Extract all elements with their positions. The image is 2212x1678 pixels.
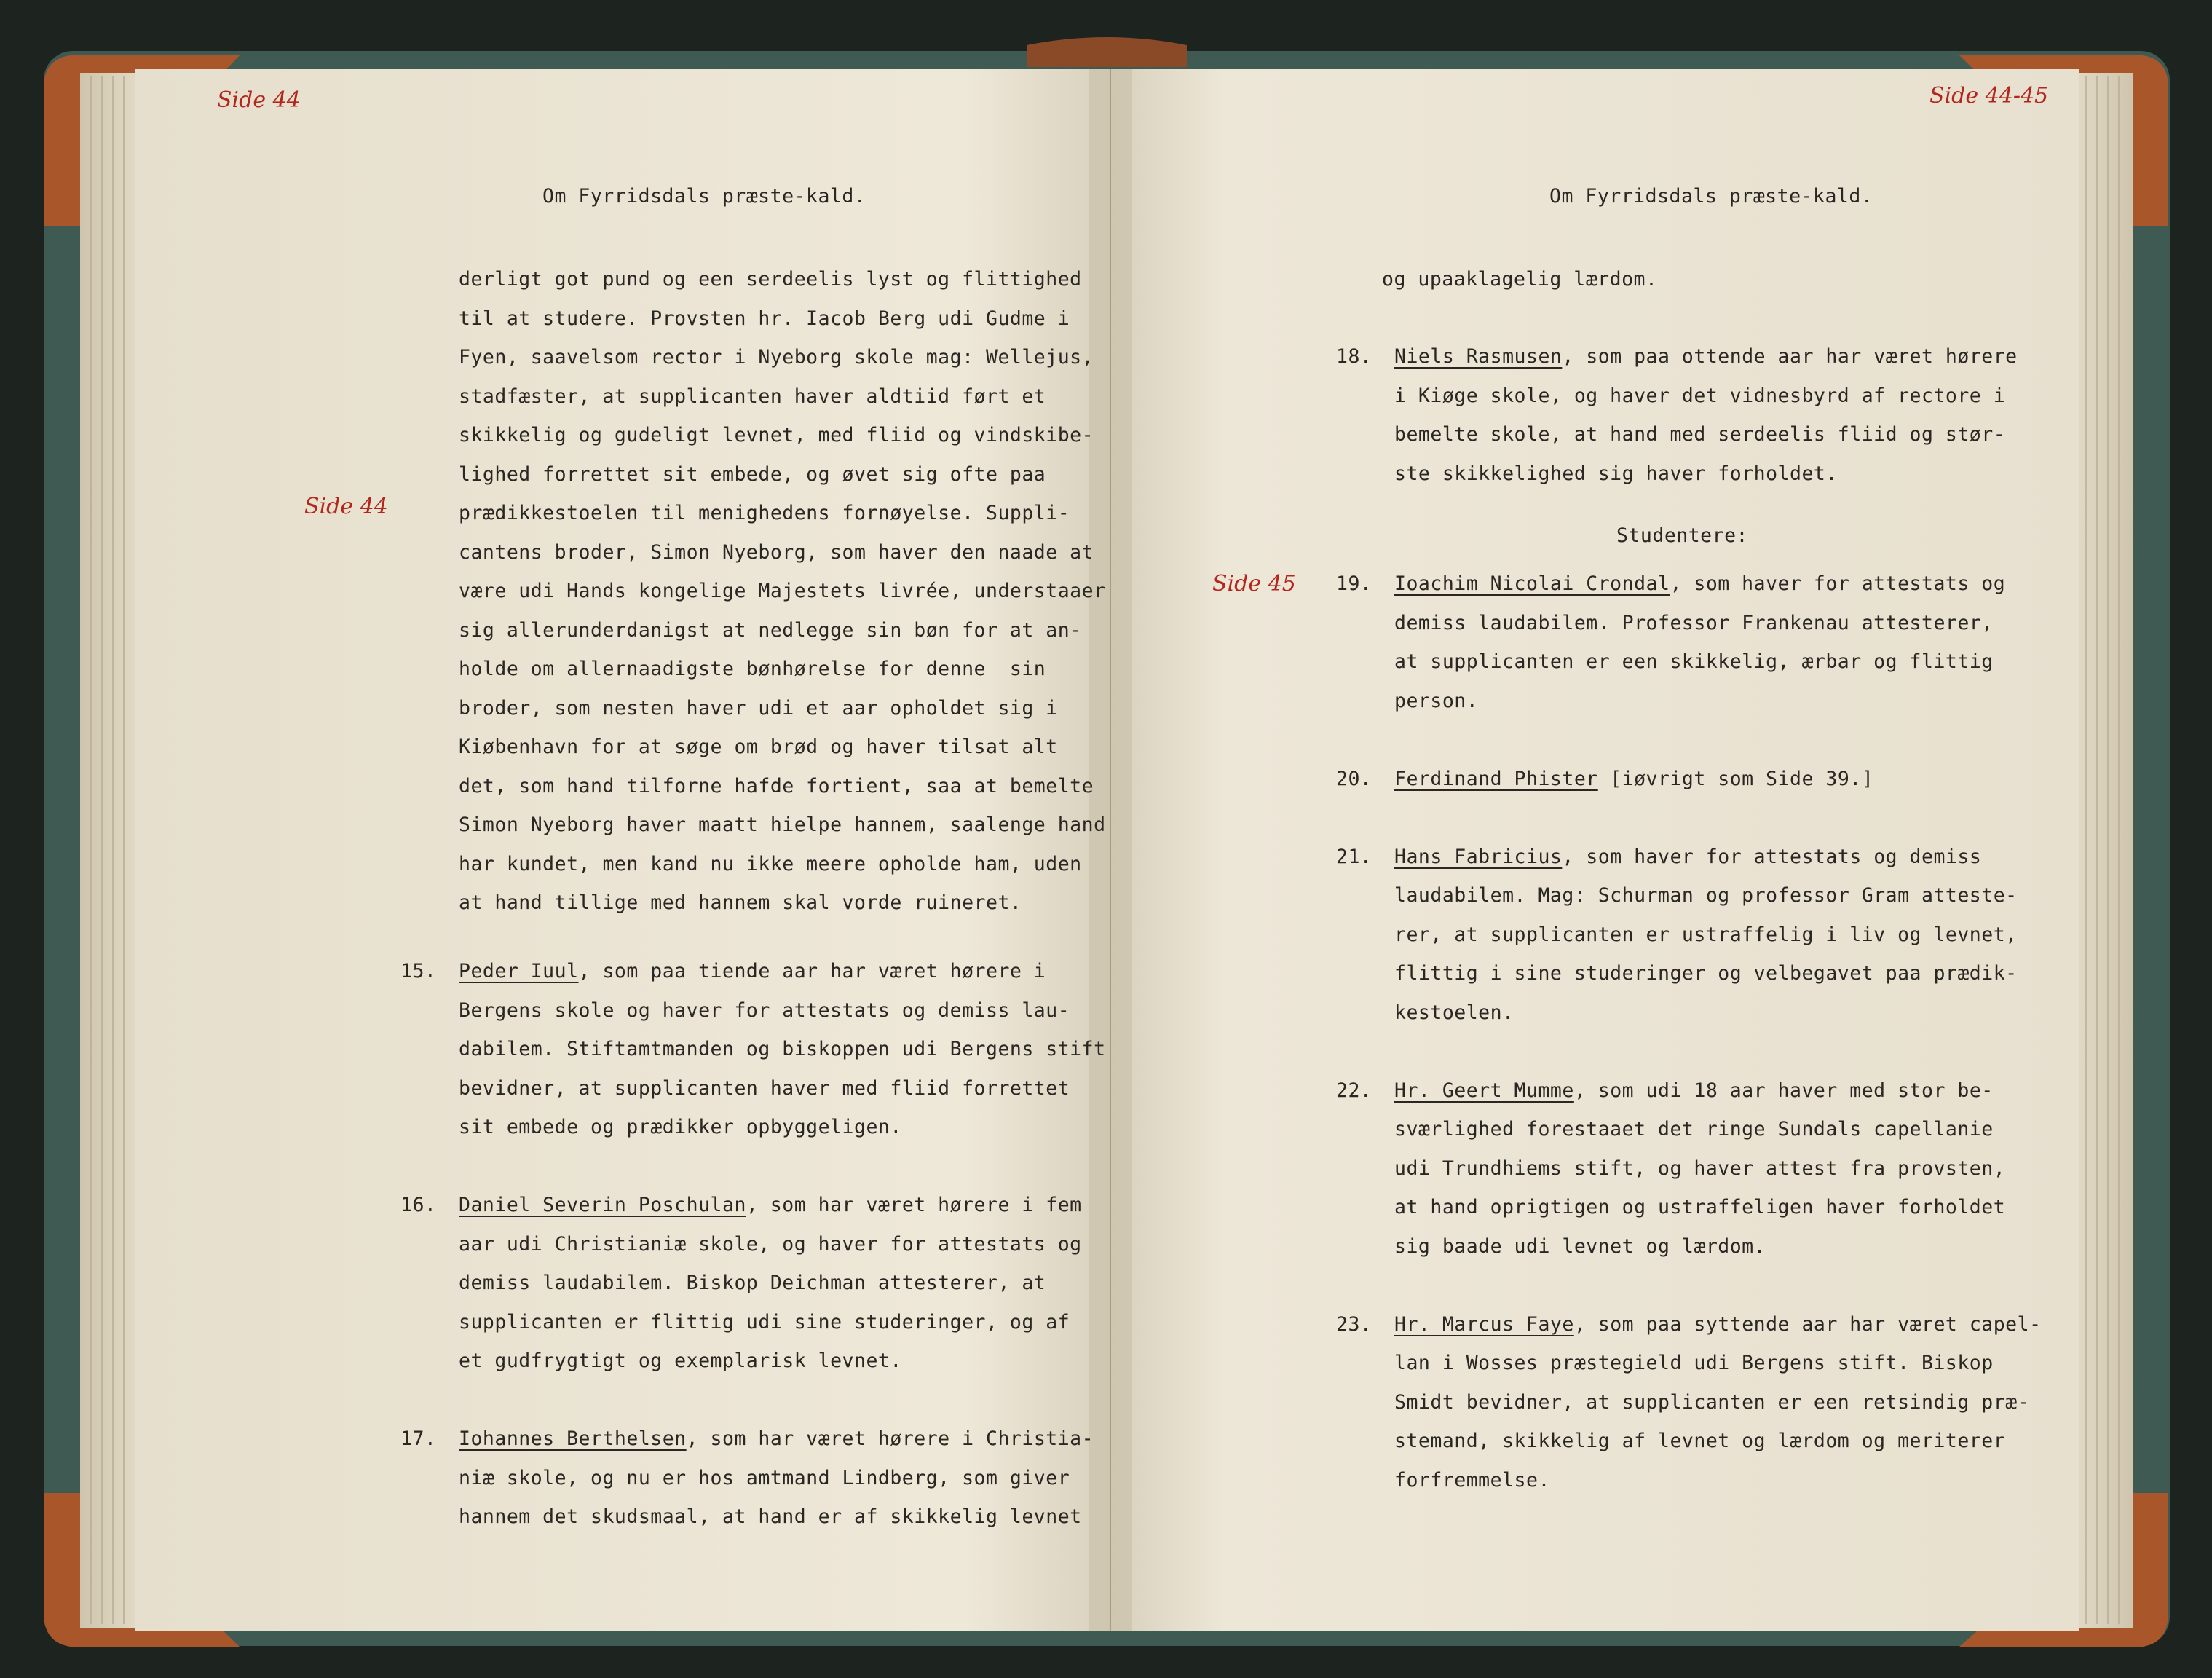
entry-line: flittig i sine studeringer og velbegavet paa prædik-	[1394, 962, 2018, 985]
entry-line: at supplicanten er een skikkelig, ærbar og flittig	[1394, 650, 1994, 673]
entry-body	[459, 1186, 1106, 1381]
text-line: stadfæster, at supplicanten haver aldtiid ført et	[459, 385, 1046, 408]
entry-first-line	[1394, 760, 2042, 799]
entry-name: Ferdinand Phister	[1394, 767, 1598, 790]
entry	[400, 1419, 1106, 1537]
text-line: og upaaklagelig lærdom.	[1382, 268, 1658, 291]
entry-first-rest: [iøvrigt som Side 39.]	[1597, 767, 1874, 790]
entry-line: demiss laudabilem. Professor Frankenau attesterer,	[1394, 611, 1994, 634]
entry-number: 23.	[1336, 1312, 1372, 1336]
text-line: være udi Hands kongelige Majestets livrée, understaaer	[459, 580, 1106, 602]
entry-line: demiss laudabilem. Biskop Deichman attesterer, at	[459, 1272, 1046, 1294]
entry-line: Smidt bevidner, at supplicanten er een retsindig præ-	[1394, 1390, 2030, 1414]
entry-line: hannem det skudsmaal, at hand er af skikkelig levnet	[459, 1505, 1082, 1528]
spine-leather	[1027, 37, 1187, 67]
entry-line: dabilem. Stiftamtmanden og biskoppen udi Bergens stift	[459, 1038, 1106, 1060]
entry-number: 17.	[400, 1427, 437, 1450]
entry-body	[1394, 760, 2042, 799]
entry-line: sværlighed forestaaet det ringe Sundals capellanie	[1394, 1118, 1994, 1141]
text-line: holde om allernaadigste bønhørelse for denne sin	[459, 658, 1046, 680]
entry-line: Bergens skole og haver for attestats og demiss lau-	[459, 998, 1070, 1022]
text-line: Kiøbenhavn for at søge om brød og haver tilsat alt	[459, 736, 1058, 758]
entry-name: Hr. Marcus Faye	[1394, 1312, 1574, 1336]
right-page-edges	[2075, 73, 2133, 1628]
text-line: til at studere. Provsten hr. Iacob Berg udi Gudme i	[459, 307, 1070, 330]
right-page-margin-note: Side 45	[1212, 571, 1296, 596]
text-line: skikkelig og gudeligt levnet, med fliid og vindskibe-	[459, 424, 1094, 446]
left-entries-block	[400, 952, 1106, 1575]
entry-body	[1394, 838, 2042, 1033]
text-line: at hand tillige med hannem skal vorde ruineret.	[459, 891, 1022, 914]
entry-name: Iohannes Berthelsen	[459, 1427, 687, 1450]
entry-body	[1394, 1071, 2042, 1267]
entry-body	[1394, 564, 2042, 720]
text-line: sig allerunderdanigst at nedlegge sin bøn for at an-	[459, 618, 1082, 642]
entry-first-rest: , som paa ottende aar har været hørere	[1562, 345, 2018, 368]
entry-line: niæ skole, og nu er hos amtmand Lindberg, som giver	[459, 1466, 1070, 1489]
entry-number: 22.	[1336, 1079, 1372, 1102]
entry	[1336, 337, 2018, 493]
entry-first-line	[459, 1419, 1106, 1459]
entry-line: i Kiøge skole, og haver det vidnesbyrd af rectore i	[1394, 384, 2006, 407]
entry-first-rest: , som udi 18 aar haver med stor be-	[1573, 1079, 1994, 1102]
text-line: det, som hand tilforne hafde fortient, saa at bemelte	[459, 774, 1094, 797]
entry-body	[459, 1419, 1106, 1537]
entry-line: ste skikkelighed sig haver forholdet.	[1394, 462, 1838, 485]
text-line: broder, som nesten haver udi et aar opholdet sig i	[459, 696, 1058, 720]
left-page-title: Om Fyrridsdals præste-kald.	[542, 185, 866, 208]
entry-line: rer, at supplicanten er ustraffelig i liv og levnet,	[1394, 923, 2018, 946]
entry-body	[459, 952, 1106, 1147]
entry-line: et gudfrygtigt og exemplarisk levnet.	[459, 1350, 902, 1372]
left-continuation-block	[459, 260, 1106, 923]
entry-number: 15.	[400, 960, 437, 982]
entry-line: aar udi Christianiæ skole, og haver for attestats og	[459, 1232, 1082, 1256]
entry-first-line	[459, 1186, 1106, 1225]
entry-line: at hand oprigtigen og ustraffeligen haver forholdet	[1394, 1196, 2006, 1218]
right-entries-before-block	[1336, 337, 2018, 532]
entry-name: Ioachim Nicolai Crondal	[1394, 572, 1670, 595]
text-line: cantens broder, Simon Nyeborg, som haver den naade at	[459, 540, 1094, 564]
entry-line: person.	[1394, 689, 1479, 712]
text-line: har kundet, men kand nu ikke meere opholde ham, uden	[459, 852, 1082, 875]
entry-line: stemand, skikkelig af levnet og lærdom og meriterer	[1394, 1430, 2006, 1452]
entry-number: 18.	[1336, 345, 1372, 368]
entry-body	[1394, 1305, 2042, 1500]
entry-first-line	[1394, 1071, 2042, 1111]
entry-name: Daniel Severin Poschulan	[459, 1194, 746, 1216]
text-line: derligt got pund og een serdeelis lyst og flittighed	[459, 268, 1082, 291]
left-page-corner-note: Side 44	[217, 87, 301, 113]
left-page-edges	[80, 73, 138, 1628]
entry-line: lan i Wosses præstegield udi Bergens stift. Biskop	[1394, 1352, 1994, 1374]
entry-number: 20.	[1336, 767, 1372, 790]
right-page-corner-note: Side 44-45	[1929, 83, 2049, 109]
entry-line: bevidner, at supplicanten haver med fliid forrettet	[459, 1076, 1070, 1100]
entry-name: Niels Rasmusen	[1394, 345, 1563, 368]
entry-line: sig baade udi levnet og lærdom.	[1394, 1234, 1766, 1258]
left-page-margin-note: Side 44	[304, 494, 388, 519]
entry	[1336, 1305, 2042, 1500]
text-line: lighed forrettet sit embede, og øvet sig ofte paa	[459, 462, 1046, 486]
entry	[400, 1186, 1106, 1381]
right-entries-after-block	[1336, 564, 2042, 1539]
right-page-title: Om Fyrridsdals præste-kald.	[1549, 185, 1873, 208]
entry-first-line	[1394, 564, 2042, 604]
entry-first-rest: , som haver for attestats og	[1670, 572, 2006, 595]
entry	[400, 952, 1106, 1147]
entry-first-line	[1394, 838, 2042, 877]
entry	[1336, 838, 2042, 1033]
entry-name: Hans Fabricius	[1394, 845, 1563, 868]
entry-first-line	[459, 952, 1106, 991]
entry-number: 19.	[1336, 572, 1372, 595]
text-line: prædikkestoelen til menighedens fornøyelse. Suppli-	[459, 502, 1070, 524]
entry	[1336, 760, 2042, 799]
entry	[1336, 1071, 2042, 1267]
entry-line: udi Trundhiems stift, og haver attest fra provsten,	[1394, 1157, 2006, 1180]
entry-line: kestoelen.	[1394, 1001, 1514, 1024]
text-line: Fyen, saavelsom rector i Nyeborg skole mag: Wellejus,	[459, 346, 1094, 369]
entry-first-rest: , som haver for attestats og demiss	[1562, 845, 1982, 868]
entry-first-rest: , som paa tiende aar har været hørere i	[578, 960, 1046, 982]
entry-name: Peder Iuul	[459, 960, 579, 982]
entry-line: sit embede og prædikker opbyggeligen.	[459, 1116, 902, 1138]
entry-number: 21.	[1336, 845, 1372, 868]
entry-line: bemelte skole, at hand med serdeelis fliid og stør-	[1394, 423, 2006, 446]
entry-body	[1394, 337, 2018, 493]
entry-first-rest: , som har været hørere i Christia-	[686, 1427, 1094, 1450]
entry-first-rest: , som har været hørere i fem	[746, 1194, 1082, 1216]
entry	[1336, 564, 2042, 720]
entry-number: 16.	[400, 1194, 437, 1216]
right-section-heading: Studentere:	[1616, 524, 1748, 547]
entry-line: forfremmelse.	[1394, 1468, 1550, 1492]
entry-first-line	[1394, 337, 2018, 377]
entry-line: supplicanten er flittig udi sine studeringer, og af	[459, 1310, 1070, 1334]
entry-first-line	[1394, 1305, 2042, 1344]
entry-first-rest: , som paa syttende aar har været capel-	[1573, 1312, 2042, 1336]
right-continuation-block	[1382, 260, 1657, 299]
text-line: Simon Nyeborg haver maatt hielpe hannem, saalenge hand	[459, 814, 1106, 836]
entry-line: laudabilem. Mag: Schurman og professor Gram atteste-	[1394, 884, 2018, 907]
entry-name: Hr. Geert Mumme	[1394, 1079, 1574, 1102]
